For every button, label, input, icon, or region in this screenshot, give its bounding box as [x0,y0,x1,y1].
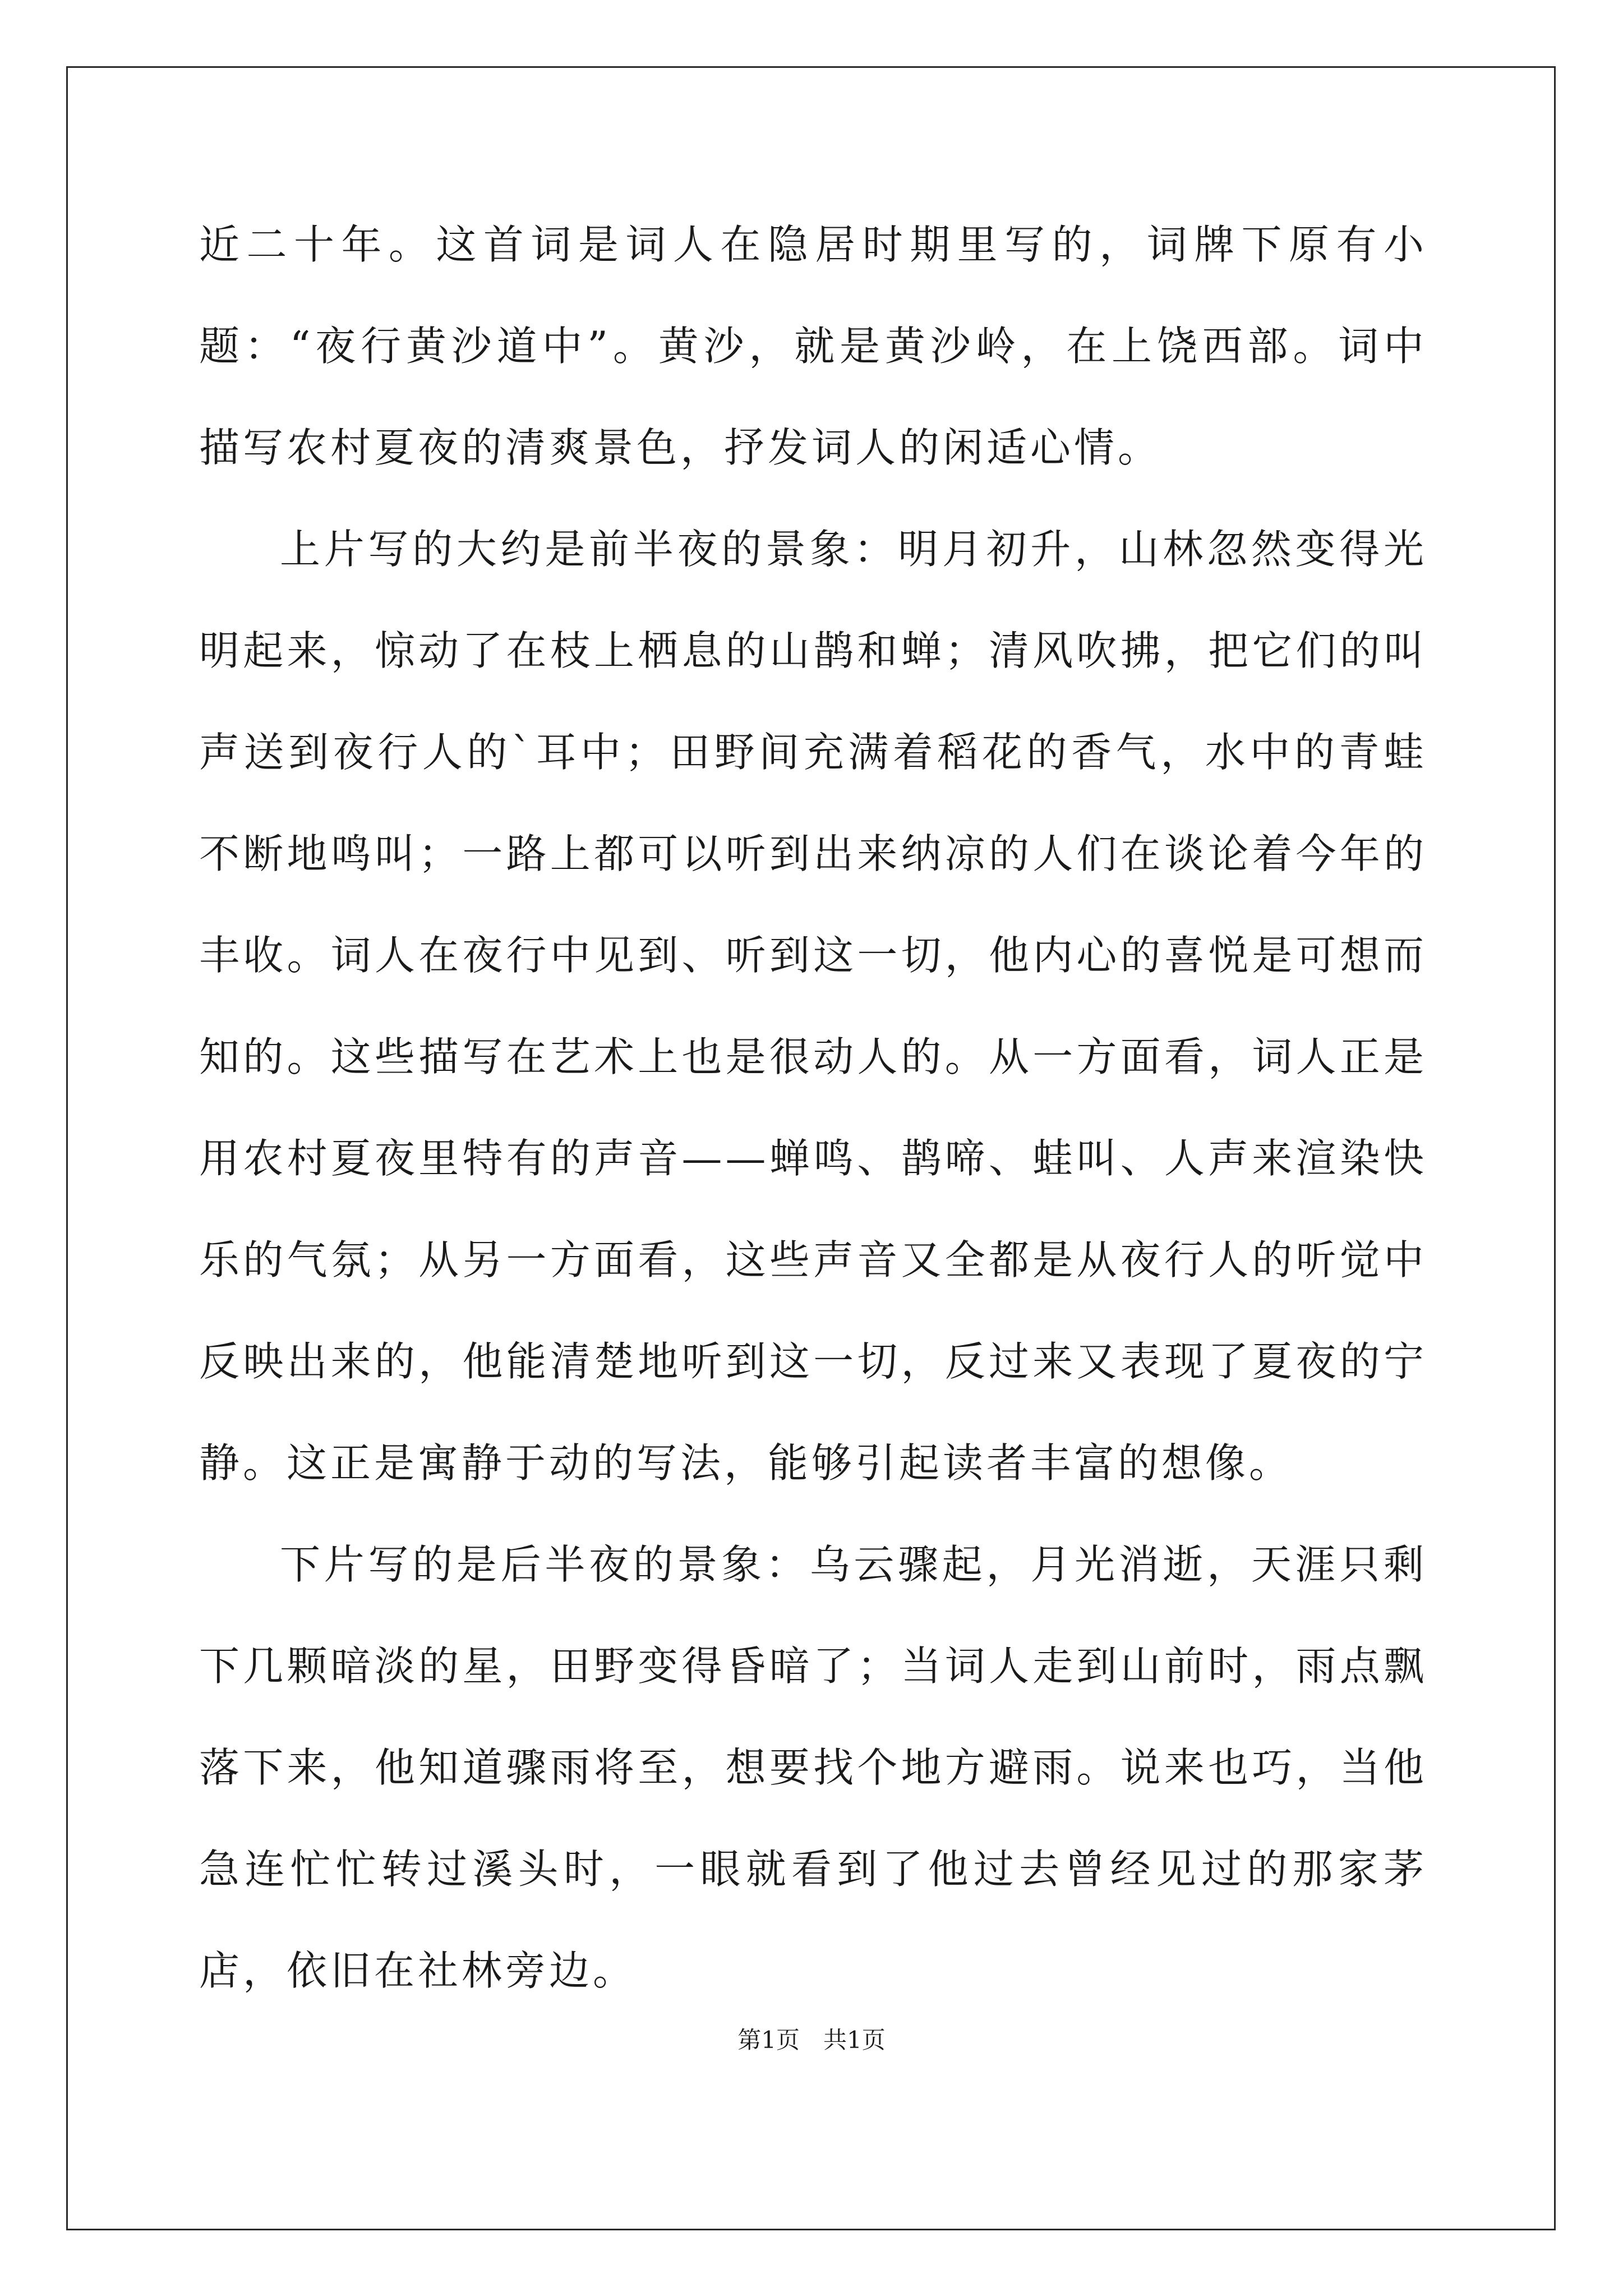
document-body [199,194,1427,2022]
paragraph-3: 下片写的是后半夜的景象：乌云骤起，月光消逝，天涯只剩下几颗暗淡的星，田野变得昏暗了；当词人走到山前时，雨点飘落下来，他知道骤雨将至，想要找个地方避雨。说来也巧，当他急连忙忙转过溪头时，一眼就看到了他过去曾经见过的那家茅店，依旧在社林旁边。 [199,1541,1427,1994]
page-footer [0,2022,1623,2055]
paragraph-1: 近二十年。这首词是词人在隐居时期里写的，词牌下原有小题：“夜行黄沙道中”。黄沙，就是黄沙岭，在上饶西部。词中描写农村夏夜的清爽景色，抒发词人的闲适心情。 [199,221,1427,471]
page-number: 第1页 共1页 [737,2026,886,2054]
paragraph-2: 上片写的大约是前半夜的景象：明月初升，山林忽然变得光明起来，惊动了在枝上栖息的山鹊和蝉；清风吹拂，把它们的叫声送到夜行人的`耳中；田野间充满着稻花的香气，水中的青蛙不断地鸣叫；一路上都可以听到出来纳凉的人们在谈论着今年的丰收。词人在夜行中见到、听到这一切，他内心的喜悦是可想而知的。这些描写在艺术上也是很动人的。从一方面看，词人正是用农村夏夜里特有的声音——蝉鸣、鹊啼、蛙叫、人声来渲染快乐的气氛；从另一方面看，这些声音又全都是从夜行人的听觉中反映出来的，他能清楚地听到这一切，反过来又表现了夏夜的宁静。这正是寓静于动的写法，能够引起读者丰富的想像。 [199,526,1427,1487]
